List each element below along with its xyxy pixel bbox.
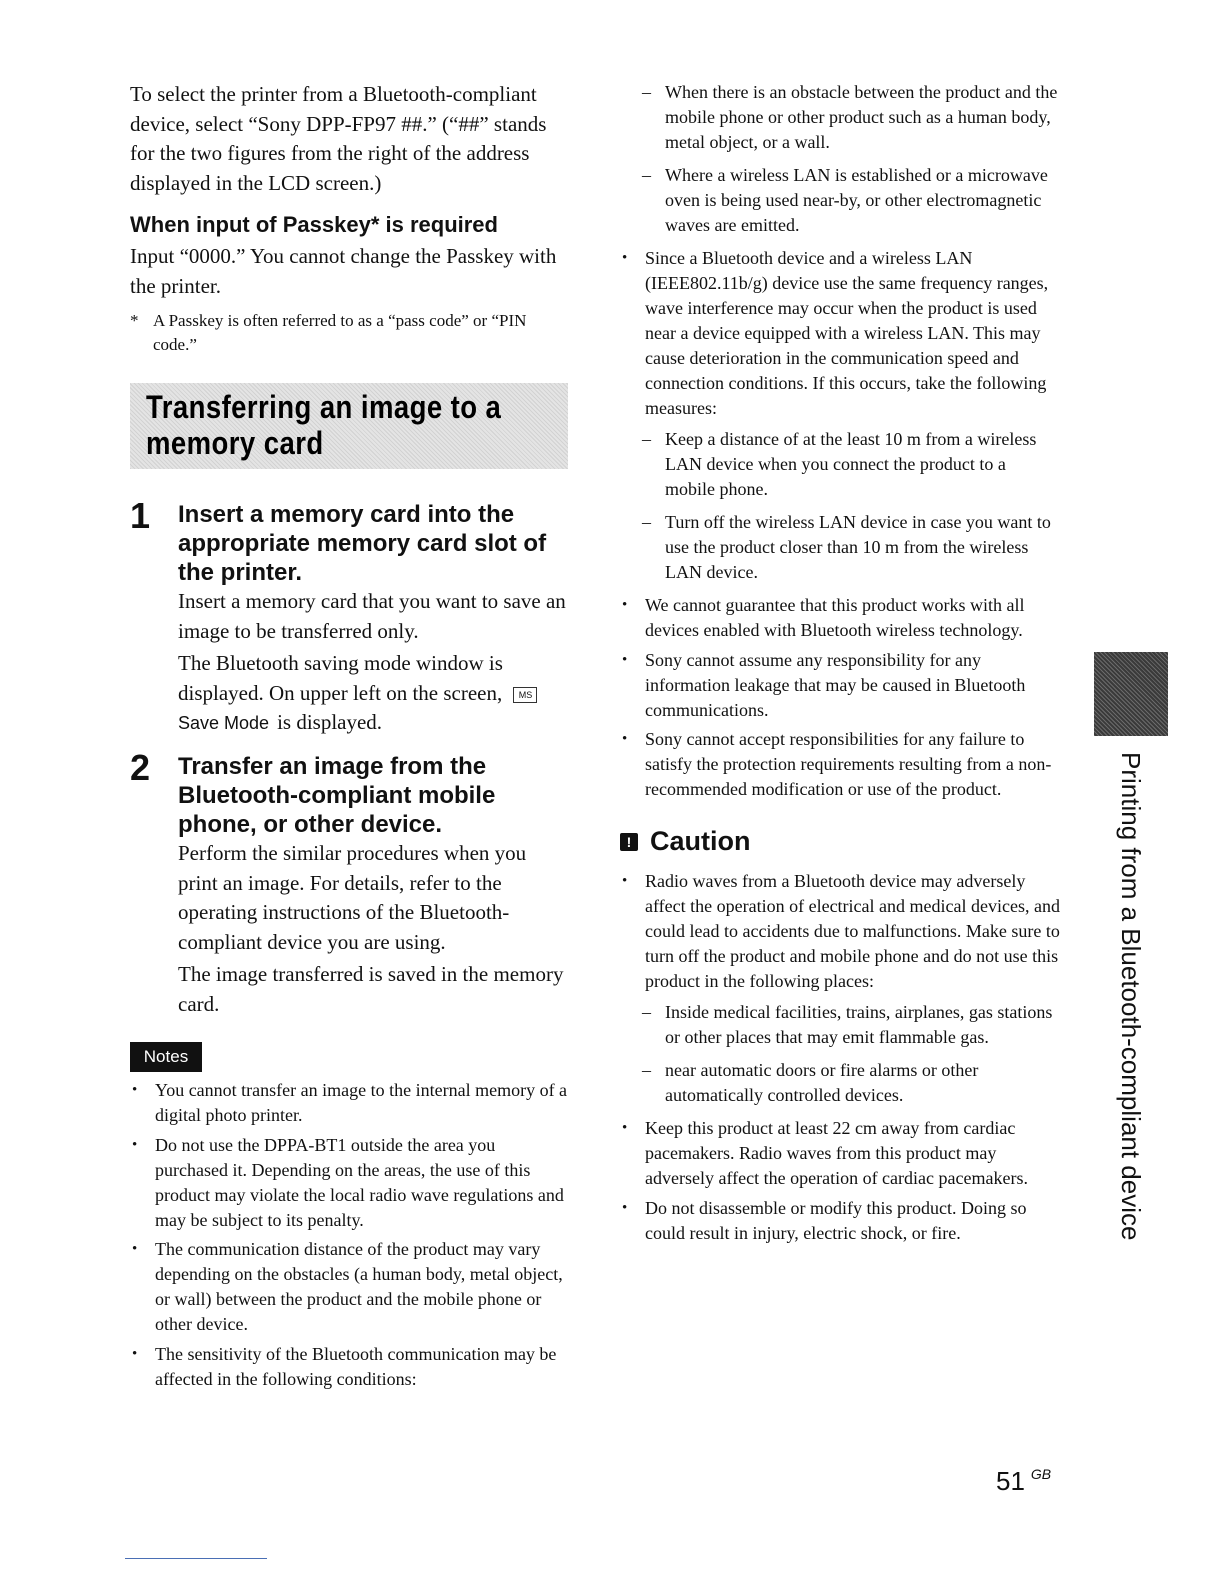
places-list — [620, 1000, 1060, 1108]
step-1 — [130, 495, 570, 739]
list-item: • You cannot transfer an image to the internal memory of a digital photo printer. — [130, 1078, 570, 1128]
intro-paragraph: To select the printer from a Bluetooth-compliant device, select “Sony DPP-FP97 ##.” (“##” stands for the two figures from the right of the address displayed in the LCD screen.) — [130, 82, 547, 195]
right-column — [620, 80, 1060, 1250]
caution-title: Caution — [650, 826, 751, 856]
chapter-tab — [1094, 652, 1168, 736]
list-item: – Turn off the wireless LAN device in case you want to use the product closer than 10 m from the wireless LAN device. — [620, 510, 1060, 585]
list-item: – near automatic doors or fire alarms or other automatically controlled devices. — [620, 1058, 1060, 1108]
footnote-text: A Passkey is often referred to as a “pass code” or “PIN code.” — [153, 311, 527, 354]
list-item — [620, 869, 1060, 1108]
divider — [125, 1558, 267, 1559]
caution-icon: ! — [620, 833, 638, 851]
list-item: • The communication distance of the product may vary depending on the obstacles (a human body, metal object, or wall) between the product and the mobile phone or other device. — [130, 1237, 570, 1337]
footnote-mark: * — [130, 311, 139, 330]
chapter-label: Printing from a Bluetooth-compliant device — [1116, 752, 1146, 1241]
step-body-post: is displayed. — [277, 710, 383, 734]
memory-stick-icon: MS — [513, 687, 537, 703]
list-item: • We cannot guarantee that this product works with all devices enabled with Bluetooth wireless technology. — [620, 593, 1060, 643]
page-suffix: GB — [1030, 1466, 1052, 1482]
measures-list — [620, 427, 1060, 585]
notes-badge: Notes — [130, 1042, 202, 1072]
list-item: – Keep a distance of at the least 10 m from a wireless LAN device when you connect the product to a mobile phone. — [620, 427, 1060, 502]
caution-list — [620, 869, 1060, 1246]
list-item: • The sensitivity of the Bluetooth communication may be affected in the following conditions: — [130, 1342, 570, 1392]
list-item-text: Radio waves from a Bluetooth device may adversely affect the operation of electrical and medical devices, and could lead to accidents due to malfunctions. Make sure to turn off the product and mobile phone and do not use this product in the following places: — [645, 871, 1060, 991]
list-item: – When there is an obstacle between the product and the mobile phone or other product such as a human body, metal object, or a wall. — [620, 80, 1060, 155]
step-body: The image transferred is saved in the memory card. — [178, 962, 564, 1016]
step-body: Perform the similar procedures when you print an image. For details, refer to the operating instructions of the Bluetooth-compliant device you are using. — [178, 841, 527, 954]
step-heading: Transfer an image from the Bluetooth-compliant mobile phone, or other device. — [178, 753, 496, 838]
list-item: • Do not disassemble or modify this product. Doing so could result in injury, electric shock, or fire. — [620, 1196, 1060, 1246]
conditions-list — [620, 80, 1060, 238]
list-item: • Sony cannot accept responsibilities for any failure to satisfy the protection requirements resulting from a non-recommended modification or use of the product. — [620, 727, 1060, 802]
list-item: • Do not use the DPPA-BT1 outside the area you purchased it. Depending on the areas, the use of this product may violate the local radio wave regulations and may be subject to its penalty. — [130, 1133, 570, 1233]
step-number: 2 — [130, 747, 151, 788]
step-heading: Insert a memory card into the appropriate memory card slot of the printer. — [178, 501, 547, 586]
passkey-heading: When input of Passkey* is required — [130, 212, 498, 237]
step-body: Insert a memory card that you want to save an image to be transferred only. — [178, 589, 566, 643]
caution-heading — [620, 826, 1060, 857]
list-item: • Keep this product at least 22 cm away from cardiac pacemakers. Radio waves from this product may adversely affect the operation of cardiac pacemakers. — [620, 1116, 1060, 1191]
passkey-body: Input “0000.” You cannot change the Passkey with the printer. — [130, 244, 557, 298]
notes-list — [130, 1078, 570, 1396]
list-item: – Where a wireless LAN is established or a microwave oven is being used near-by, or other electromagnetic waves are emitted. — [620, 163, 1060, 238]
list-item — [620, 246, 1060, 585]
list-item: – Inside medical facilities, trains, airplanes, gas stations or other places that may emit flammable gas. — [620, 1000, 1060, 1050]
left-column — [130, 80, 570, 357]
list-item: • Sony cannot assume any responsibility for any information leakage that may be caused in Bluetooth communications. — [620, 648, 1060, 723]
section-banner — [130, 383, 568, 469]
passkey-footnote — [130, 309, 570, 357]
page-number — [996, 1466, 1051, 1497]
step-body-mode — [178, 649, 570, 739]
section-title: Transferring an image to a memory card — [146, 389, 502, 461]
list-item-text: Since a Bluetooth device and a wireless LAN (IEEE802.11b/g) device use the same frequency ranges, wave interference may occur when the product is used near a device equipped with a wireless LAN. This may cause deterioration in the communication speed and connection conditions. If this occurs, take the following measures: — [645, 248, 1049, 418]
save-mode-label: Save Mode — [178, 713, 270, 733]
page-number-value: 51 — [996, 1466, 1025, 1496]
step-2 — [130, 747, 570, 1019]
step-number: 1 — [130, 495, 151, 536]
step-body-pre: The Bluetooth saving mode window is displayed. On upper left on the screen, — [178, 651, 503, 705]
notes-list-continued — [620, 246, 1060, 802]
